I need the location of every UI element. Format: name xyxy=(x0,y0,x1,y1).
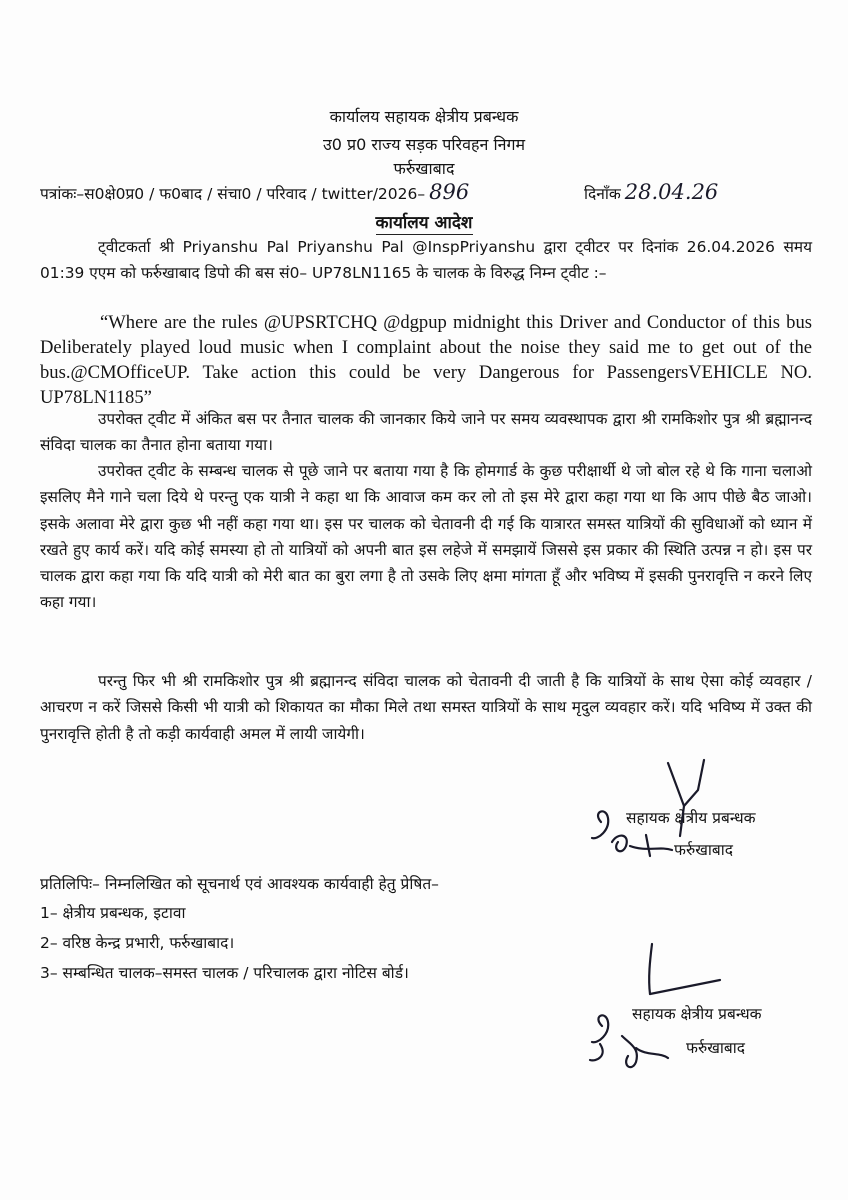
intro-paragraph: ट्वीटकर्ता श्री Priyanshu Pal Priyanshu Pal @InspPriyanshu द्वारा ट्वीटर पर दिनांक 26.04.2026 समय 01:39 एएम को फर्रुखाबाद डिपो की बस सं0– UP78LN1165 के चालक के विरुद्ध निम्न ट्वीट :– xyxy=(40,238,812,283)
handwritten-reference-number: 896 xyxy=(429,180,470,204)
signatory-title: सहायक क्षेत्रीय प्रबन्धक xyxy=(626,809,756,827)
signature-mark-1 xyxy=(592,760,704,856)
handwritten-date: 28.04.26 xyxy=(624,180,719,204)
list-item: 1– क्षेत्रीय प्रबन्धक, इटावा xyxy=(40,904,186,922)
reference-label: पत्रांकः–स0क्षे0प्र0 / फ0बाद / संचा0 / परिवाद / twitter/2026– xyxy=(40,185,426,203)
date-label: दिनाँक xyxy=(584,185,621,203)
signatory-place-copy: फर्रुखाबाद xyxy=(686,1039,746,1057)
tweet-quote: “Where are the rules @UPSRTCHQ @dgpup midnight this Driver and Conductor of this bus Deliberately played loud music when I complaint about the noise they said me to get out of the bus.@CMOfficeUP. Take action this could be very Dangerous for PassengersVEHICLE NO. UP78LN1185” xyxy=(40,312,812,408)
signature-mark-2 xyxy=(590,944,720,1067)
city-name: फर्रुखाबाद xyxy=(393,159,455,178)
finding-paragraph: उपरोक्त ट्वीट में अंकित बस पर तैनात चालक की जानकार किये जाने पर समय व्यवस्थापक द्वारा श्री रामकिशोर पुत्र श्री ब्रह्मानन्द संविदा चालक का तैनात होना बताया गया। xyxy=(40,410,812,455)
list-item: 3– सम्बन्धित चालक–समस्त चालक / परिचालक द्वारा नोटिस बोर्ड। xyxy=(40,964,409,982)
copy-to-heading: प्रतिलिपिः– निम्नलिखित को सूचनार्थ एवं आवश्यक कार्यवाही हेतु प्रेषित– xyxy=(40,875,439,893)
signatory-title-copy: सहायक क्षेत्रीय प्रबन्धक xyxy=(632,1005,762,1023)
list-item: 2– वरिष्ठ केन्द्र प्रभारी, फर्रुखाबाद। xyxy=(40,934,235,952)
signatory-place: फर्रुखाबाद xyxy=(674,841,734,859)
statement-paragraph: उपरोक्त ट्वीट के सम्बन्ध चालक से पूछे जाने पर बताया गया है कि होमगार्ड के कुछ परीक्षार्थी थे जो बोल रहे थे कि गाना चलाओ इसलिए मैने गाने चला दिये थे परन्तु एक यात्री ने कहा था कि आवाज कम कर लो तो इस मेरे द्वारा कहा गया था कि आप पीछे बैठ जाओ। इसके अलावा मेरे द्वारा कुछ भी नहीं कहा गया था। इस पर चालक को चेतावनी दी गई कि यात्रारत समस्त यात्रियों की सुविधाओं को ध्यान में रखते हुए कार्य करें। यदि कोई समस्या हो तो यात्रियों को अपनी बात इस लहेजे में समझायें जिससे इस प्रकार की स्थिति उत्पन्न न हो। इस पर चालक द्वारा कहा गया कि यदि यात्री को मेरी बात का बुरा लगा है तो उसके लिए क्षमा मांगता हूँ और भविष्य में इसकी पुनरावृत्ति न करने लिए कहा गया। xyxy=(40,462,812,612)
document-title: कार्यालय आदेश xyxy=(375,213,473,233)
organization-name: उ0 प्र0 राज्य सड़क परिवहन निगम xyxy=(322,135,526,154)
warning-paragraph: परन्तु फिर भी श्री रामकिशोर पुत्र श्री ब्रह्मानन्द संविदा चालक को चेतावनी दी जाती है कि यात्रियों के साथ ऐसा कोई व्यवहार / आचरण न करें जिससे किसी भी यात्री को शिकायत का मौका मिले तथा समस्त यात्रियों के साथ मृदुल व्यवहार करें। यदि भविष्य में उक्त की पुनरावृत्ति होती है तो कड़ी कार्यवाही अमल में लायी जायेगी। xyxy=(40,672,812,743)
office-name: कार्यालय सहायक क्षेत्रीय प्रबन्धक xyxy=(329,107,519,126)
